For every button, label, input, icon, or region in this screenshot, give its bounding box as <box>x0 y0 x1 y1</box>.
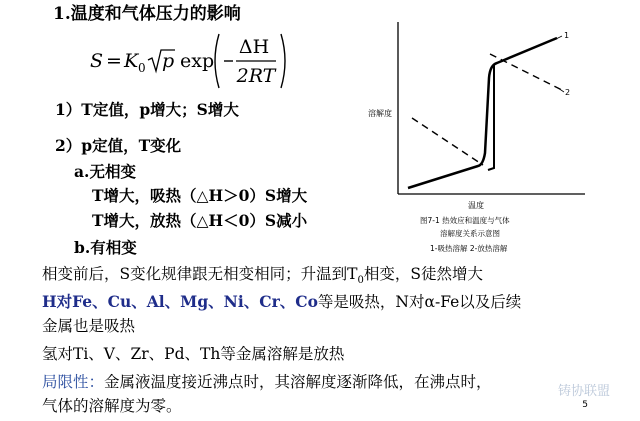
curve-2-label: 2 <box>565 88 571 97</box>
line-12: 气体的溶解度为零。 <box>42 397 182 415</box>
section-title: 1.温度和气体压力的影响 <box>53 4 241 24</box>
figure-caption-2: 溶解度关系示意图 <box>440 229 500 238</box>
line-8 <box>42 292 521 312</box>
line-7-subscript: 0 <box>357 275 364 287</box>
page-number: 5 <box>582 400 588 410</box>
line-5: T增大，放热（△H＜0）S减小 <box>92 211 308 230</box>
line-3: a.无相变 <box>74 162 136 181</box>
formula-exp: exp <box>180 50 215 72</box>
curve-1-label: 1 <box>564 31 570 40</box>
limitation-text: 金属液温度接近沸点时，其溶解度逐渐降低，在沸点时， <box>104 373 492 391</box>
formula-k-sub: 0 <box>138 61 146 75</box>
line-11 <box>42 372 492 392</box>
line-6: b.有相变 <box>74 238 137 257</box>
formula-numerator: ΔH <box>238 36 270 58</box>
curve-2-upper <box>490 54 562 90</box>
watermark: 铸协联盟 <box>557 384 610 399</box>
line-1: 1）T定值，p增大；S增大 <box>55 100 239 119</box>
line-7 <box>42 264 483 291</box>
line-2: 2）p定值，T变化 <box>55 136 182 155</box>
line-7-text-a: 相变前后，S变化规律跟无相变相同；升温到T <box>42 265 358 283</box>
line-9: 金属也是吸热 <box>42 317 136 335</box>
formula-sqrt-arg: p <box>162 50 175 72</box>
line-10: 氢对Ti、V、Zr、Pd、Th等金属溶解是放热 <box>42 345 345 363</box>
figure-caption-1: 图7-1 热效应和温度与气体 <box>420 216 510 225</box>
formula-k: K <box>124 50 139 72</box>
solubility-formula <box>88 30 293 92</box>
line-4: T增大，吸热（△H＞0）S增大 <box>92 186 308 205</box>
line-8-elements: H对Fe、Cu、Al、Mg、Ni、Cr、Co <box>42 292 318 311</box>
svg-text:=: = <box>106 50 122 72</box>
limitation-label: 局限性： <box>42 373 105 391</box>
figure-y-label: 溶解度 <box>368 109 392 118</box>
formula-denominator: 2RT <box>236 65 276 87</box>
line-8-rest: 等是吸热，N对α-Fe以及后续 <box>317 293 522 311</box>
line-7-text-b: 相变，S徒然增大 <box>363 265 483 283</box>
curve-2-lower <box>412 118 483 165</box>
figure-x-label: 温度 <box>468 201 484 210</box>
figure-caption-3: 1-吸热溶解 2-放热溶解 <box>430 244 508 253</box>
formula-lhs: S <box>90 50 104 72</box>
